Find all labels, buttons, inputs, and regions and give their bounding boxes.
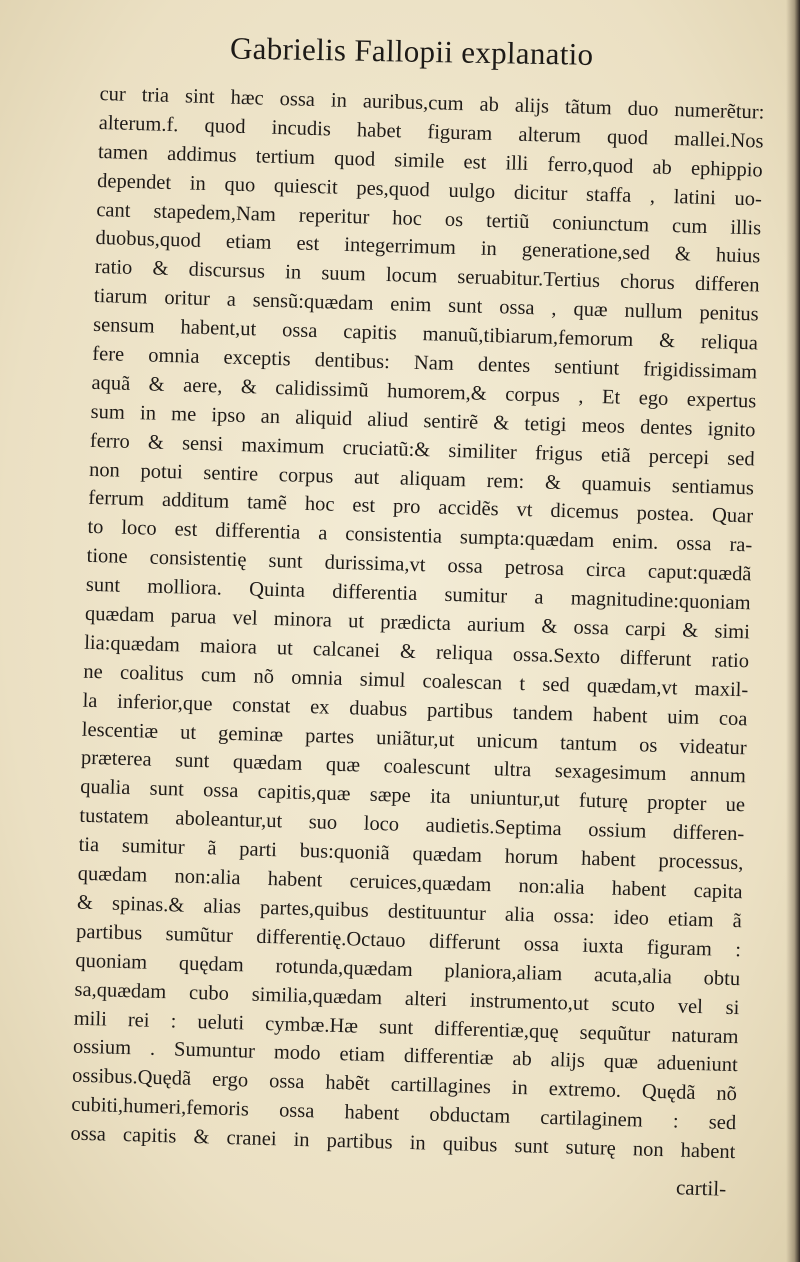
text-line: fere omnia exceptis dentibus: Nam dentes sentiunt frigidissimam <box>92 342 758 384</box>
text-line: sunt molliora. Quinta differentia sumitur a magnitudine:quoniam <box>85 573 751 615</box>
text-line: præterea sunt quædam quæ coalescunt ultra sexagesimum annum <box>80 747 747 788</box>
text-line: la inferior,que constat ex duabus partibus tandem habent uim coa <box>82 689 748 731</box>
text-line: cubiti,humeri,femoris ossa habent obductam cartilaginem : sed <box>71 1093 737 1135</box>
text-line: tione consistentię sunt durissima,vt ossa petrosa circa caput:quædã <box>86 545 752 586</box>
text-line: sa,quædam cubo similia,quædam alteri instrumento,ut scuto vel si <box>74 978 740 1019</box>
text-line: lescentiæ ut geminæ partes uniãtur,ut unicum tantum os videatur <box>81 718 747 759</box>
text-line: tia sumitur ã parti bus:quoniã quædam horum habent processus, <box>78 833 744 875</box>
text-line: partibus sumũtur differentię.Octauo differunt ossa iuxta figuram : <box>75 920 742 962</box>
text-line: quoniam quędam rotunda,quædam planiora,aliam acuta,alia obtu <box>75 949 741 990</box>
text-line: ferrum additum tamẽ hoc est pro accidẽs vt dicemus postea. Quar <box>88 487 754 528</box>
text-line: tiarum oritur a sensũ:quædam enim sunt ossa , quæ nullum penitus <box>93 285 760 326</box>
text-line: cant stapedem,Nam reperitur hoc os tertiũ coniunctum cum illis <box>96 198 762 240</box>
text-line: qualia sunt ossa capitis,quæ sæpe ita uniuntur,ut futurę propter ue <box>79 776 746 817</box>
text-line: ferro & sensi maximum cruciatũ:& similiter frigus etiã percepi sed <box>89 429 755 471</box>
text-line: sensum habent,ut ossa capitis manuũ,tibiarum,femorum & reliqua <box>92 314 759 355</box>
text-line: ossibus.Quędã ergo ossa habẽt cartillagines in extremo. Quędã nõ <box>71 1064 738 1106</box>
text-line: tamen addimus tertium quod simile est illi ferro,quod ab ephippio <box>97 140 764 182</box>
text-line: cur tria sint hæc ossa in auribus,cum ab alijs tãtum duo numerẽtur: <box>99 82 765 124</box>
text-line: tustatem aboleantur,ut suo loco audietis.Septima ossium differen- <box>79 804 745 846</box>
text-line: sum in me ipso an aliquid aliud sentirẽ & tetigi meos dentes ignito <box>90 400 756 442</box>
text-line: & spinas.& alias partes,quibus destituuntur alia ossa: ideo etiam ã <box>76 891 743 933</box>
text-line: duobus,quod etiam est integerrimum in generatione,sed & huius <box>95 227 761 268</box>
text-line: to loco est differentia a consistentia sumpta:quædam enim. ossa ra- <box>87 516 753 557</box>
running-header: Gabrielis Fallopii explanatio <box>229 30 594 72</box>
text-line: ossa capitis & cranei in partibus in quibus sunt suturę non habent <box>70 1122 736 1164</box>
text-line: dependet in quo quiescit pes,quod uulgo dicitur staffa , latini uo- <box>96 169 763 211</box>
text-line: quædam parua vel minora ut prædicta aurium & ossa carpi & simi <box>84 602 751 644</box>
text-line: lia:quædam maiora ut calcanei & reliqua ossa.Sexto differunt ratio <box>83 631 750 673</box>
body-text <box>70 80 765 1167</box>
text-line: alterum.f. quod incudis habet figuram alterum quod mallei.Nos <box>98 111 764 153</box>
text-line: aquã & aere, & calidissimũ humorem,& corpus , Et ego expertus <box>91 371 757 413</box>
text-line: quædam non:alia habent ceruices,quædam non:alia habent capita <box>77 862 743 904</box>
text-line: mili rei : ueluti cymbæ.Hæ sunt differentiæ,quę sequũtur naturam <box>73 1007 739 1048</box>
text-line: ratio & discursus in suum locum seruabitur.Tertius chorus differen <box>94 256 760 297</box>
text-line: ossium . Sumuntur modo etiam differentiæ ab alijs quæ adueniunt <box>72 1036 739 1077</box>
page-edge-shadow <box>786 0 800 1262</box>
text-line: ne coalitus cum nõ omnia simul coalescan t sed quædam,vt maxil- <box>83 660 749 702</box>
text-line: non potui sentire corpus aut aliquam rem: & quamuis sentiamus <box>88 458 755 499</box>
catchword: cartil- <box>675 1175 727 1201</box>
